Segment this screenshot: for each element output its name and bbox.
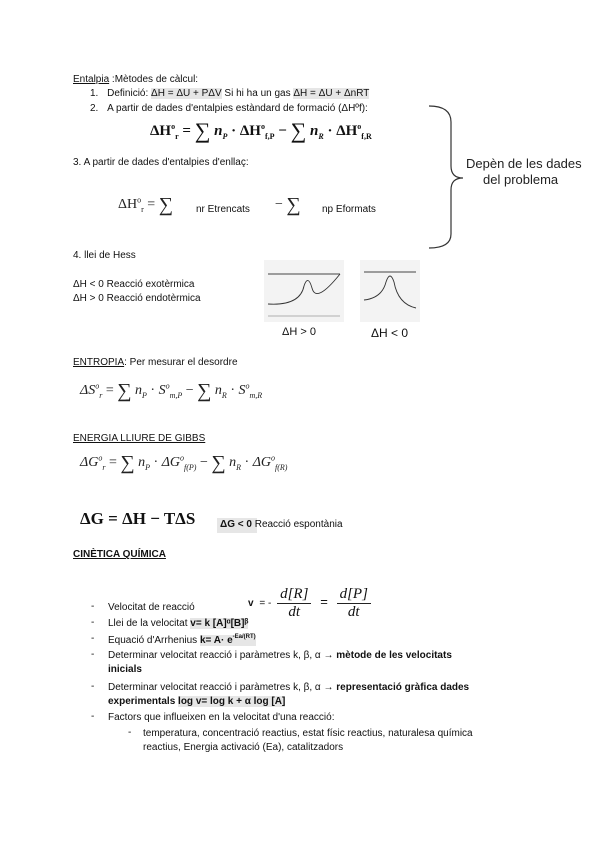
gibbs-condition [220, 519, 343, 530]
arrhenius-text: Equació d'Arrhenius [108, 635, 200, 646]
bullet-rate-law [108, 618, 248, 629]
graphical-line-2 [108, 696, 285, 707]
arrhenius-exponent: -Ea/(RT) [232, 634, 256, 640]
entalpia-heading [73, 74, 198, 85]
graph-label-exo: ΔH < 0 [371, 326, 409, 340]
entropia-heading [73, 357, 238, 368]
initial-rates-bold: mètode de les velocitats [336, 650, 452, 661]
gibbs-sum-equation: $\Delta G^o_r$ = ∑ $n_P \cdot \Delta G^o_{f(P)}$ − ∑ $n_R \cdot \Delta G^o_{f(R)}$ [80, 452, 288, 474]
rate-law-text: Llei de la velocitat [108, 618, 191, 629]
curly-brace-icon [425, 104, 465, 250]
graphical-bold: representació gràfica dades [336, 682, 470, 693]
rate-law-eq: v= k [A]ᵅ[B]ᵝ [190, 618, 249, 629]
exothermic-text: ΔH < 0 Reacció exotèrmica [73, 279, 195, 290]
arrhenius-eq-base: k= A· e [199, 635, 233, 646]
eq3-term1: nr Etrencats [196, 204, 250, 215]
bullet-factors: Factors que influeixen en la velocitat d'una reacció: [108, 712, 335, 723]
entalpia-title: Entalpia [73, 74, 110, 85]
bullet-marker: - [91, 649, 95, 660]
bullet-marker: - [91, 617, 95, 628]
rate-formula: v = - $\frac{d[R]}{dt}$ = $\frac{d[P]}{dt}$ [248, 586, 371, 621]
bullet-marker: - [91, 681, 95, 692]
endothermic-graph [264, 260, 344, 322]
bullet-marker: - [91, 633, 95, 644]
bond-enthalpy-minus: − ∑ [275, 194, 301, 216]
graphical-bold-2: experimentals [108, 696, 179, 707]
bullet-rate: Velocitat de reacció [108, 602, 195, 613]
entropia-title: ENTROPIA [73, 357, 125, 368]
bullet-initial-rates [108, 650, 452, 661]
item1-eq2: ΔH = ΔU + ΔnRT [293, 88, 370, 99]
rate-v-label: v [248, 598, 254, 610]
sub-bullet-marker: - [128, 727, 132, 738]
brace-note-line2: del problema [483, 172, 559, 187]
graphical-eq: log v= log k + α log [A] [178, 696, 286, 707]
item2-text: A partir de dades d'entalpies estàndard de formació (ΔHºf): [107, 103, 368, 114]
factors-line-1: temperatura, concentració reactius, estat físic reactius, naturalesa química [143, 728, 473, 739]
rate-fraction-reactant: $\frac{d[R]}{dt}$ [277, 586, 311, 621]
bullet-arrhenius [108, 634, 256, 646]
bond-enthalpy-equation: $\Delta H^o_r$ = ∑ [118, 194, 173, 216]
exothermic-graph [360, 260, 420, 322]
bullet-graphical [108, 682, 469, 693]
brace-note-line1: Depèn de les dades [466, 156, 582, 171]
item1-mid: Si hi ha un gas [221, 88, 294, 99]
rate-fraction-product: $\frac{d[P]}{dt}$ [337, 586, 371, 621]
endothermic-text: ΔH > 0 Reacció endotèrmica [73, 293, 201, 304]
entalpia-item-2 [90, 103, 368, 114]
item1-eq1: ΔH = ΔU + PΔV [151, 88, 222, 99]
entalpia-title-rest: :Mètodes de càlcul: [109, 74, 199, 85]
gibbs-big-equation: ΔG = ΔH − TΔS [80, 509, 196, 528]
graph-label-endo: ΔH > 0 [282, 326, 316, 338]
gibbs-condition-bold: ΔG < 0 [220, 519, 252, 530]
eq3-term2: np Eformats [322, 204, 376, 215]
gibbs-condition-text: Reacció espontània [251, 519, 343, 530]
item-number: 1. [90, 88, 99, 99]
entropy-equation: $\Delta S^o_r$ = ∑ $n_P \cdot S^o_{m,P}$ − ∑ $n_R \cdot S^o_{m,R}$ [80, 380, 263, 402]
gibbs-title: ENERGIA LLIURE DE GIBBS [73, 433, 206, 444]
entropia-title-rest: : Per mesurar el desordre [124, 357, 238, 368]
cinetica-title: CINÈTICA QUÍMICA [73, 549, 166, 560]
bullet-marker: - [91, 711, 95, 722]
graphical-text: Determinar velocitat reacció i paràmetres k, β, α → [108, 682, 337, 693]
entalpia-item-1 [90, 88, 369, 99]
bullet-marker: - [91, 601, 95, 612]
entalpia-item-4: 4. llei de Hess [73, 250, 136, 261]
arrhenius-eq [200, 635, 256, 646]
item-number: 2. [90, 103, 99, 114]
entalpia-item-3: 3. A partir de dades d'entalpies d'enllaç: [73, 157, 249, 168]
item1-label: Definició: [107, 88, 152, 99]
initial-rates-text: Determinar velocitat reacció i paràmetres k, β, α → [108, 650, 337, 661]
factors-line-2: reactius, Energia activació (Ea), catalitzadors [143, 742, 344, 753]
formation-enthalpy-equation: $\Delta H^o_r$ = ∑ $n_P \cdot \Delta H^o_{f,P}$ − ∑ $n_R \cdot \Delta H^o_{f,R}$ [150, 118, 372, 143]
initial-rates-bold-2: inicials [108, 664, 142, 675]
